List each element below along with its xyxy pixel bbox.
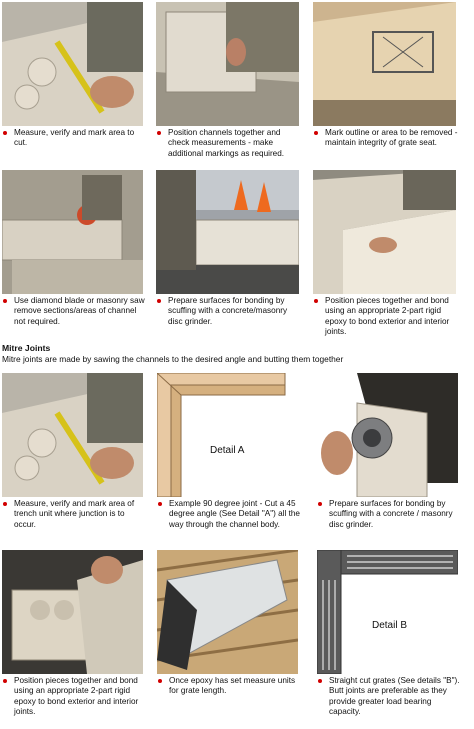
photo-mark-outline: [313, 2, 456, 126]
bullet-icon: [157, 131, 161, 135]
step-caption: Position pieces together and bond using an appropriate 2-part rigid epoxy to bond exterior and interior joints.: [2, 676, 147, 718]
step-caption: Position channels together and check measurements - make additional markings as required.: [156, 128, 301, 159]
bullet-icon: [318, 679, 322, 683]
section-heading: Mitre Joints: [2, 343, 51, 353]
step-caption: Example 90 degree joint - Cut a 45 degree angle (See Detail "A") all the way through the channel body.: [157, 499, 302, 530]
step-caption: Prepare surfaces for bonding by scuffing with a concrete/masonry disc grinder.: [156, 296, 301, 327]
photo-prepare-surfaces: [156, 170, 299, 294]
step-caption: Mark outline or area to be removed - maintain integrity of grate seat.: [313, 128, 458, 149]
step-caption: Use diamond blade or masonry saw remove sections/areas of channel not required.: [2, 296, 147, 327]
detail-a-label: Detail A: [210, 445, 245, 456]
photo-grate-length: [157, 550, 298, 674]
photo-grinder: [317, 373, 458, 497]
bullet-icon: [158, 502, 162, 506]
bullet-icon: [3, 299, 7, 303]
step-caption: Measure, verify and mark area to cut.: [2, 128, 147, 149]
step-caption: Once epoxy has set measure units for grate length.: [157, 676, 302, 697]
detail-b-label: Detail B: [372, 620, 408, 631]
photo-measure-mark: [2, 2, 143, 126]
step-caption: Straight cut grates (See details "B"). Butt joints are preferable as they provide greater load bearing capacity.: [317, 676, 462, 718]
bullet-icon: [157, 299, 161, 303]
photo-measure-trench: [2, 373, 143, 497]
bullet-icon: [314, 131, 318, 135]
detail-a-diagram: [157, 373, 298, 497]
photo-epoxy-bond: [2, 550, 143, 674]
bullet-icon: [3, 502, 7, 506]
step-caption: Prepare surfaces for bonding by scuffing with a concrete / masonry disc grinder.: [317, 499, 462, 530]
detail-b-diagram: [317, 550, 458, 674]
bullet-icon: [3, 131, 7, 135]
bullet-icon: [3, 679, 7, 683]
section-subheading: Mitre joints are made by sawing the channels to the desired angle and butting them together: [2, 354, 344, 364]
bullet-icon: [318, 502, 322, 506]
photo-bond-pieces: [313, 170, 456, 294]
bullet-icon: [314, 299, 318, 303]
photo-position-channels: [156, 2, 299, 126]
step-caption: Measure, verify and mark area of trench unit where junction is to occur.: [2, 499, 147, 530]
bullet-icon: [158, 679, 162, 683]
step-caption: Position pieces together and bond using an appropriate 2-part rigid epoxy to bond exterior and interior joints.: [313, 296, 458, 338]
photo-saw-cut: [2, 170, 143, 294]
